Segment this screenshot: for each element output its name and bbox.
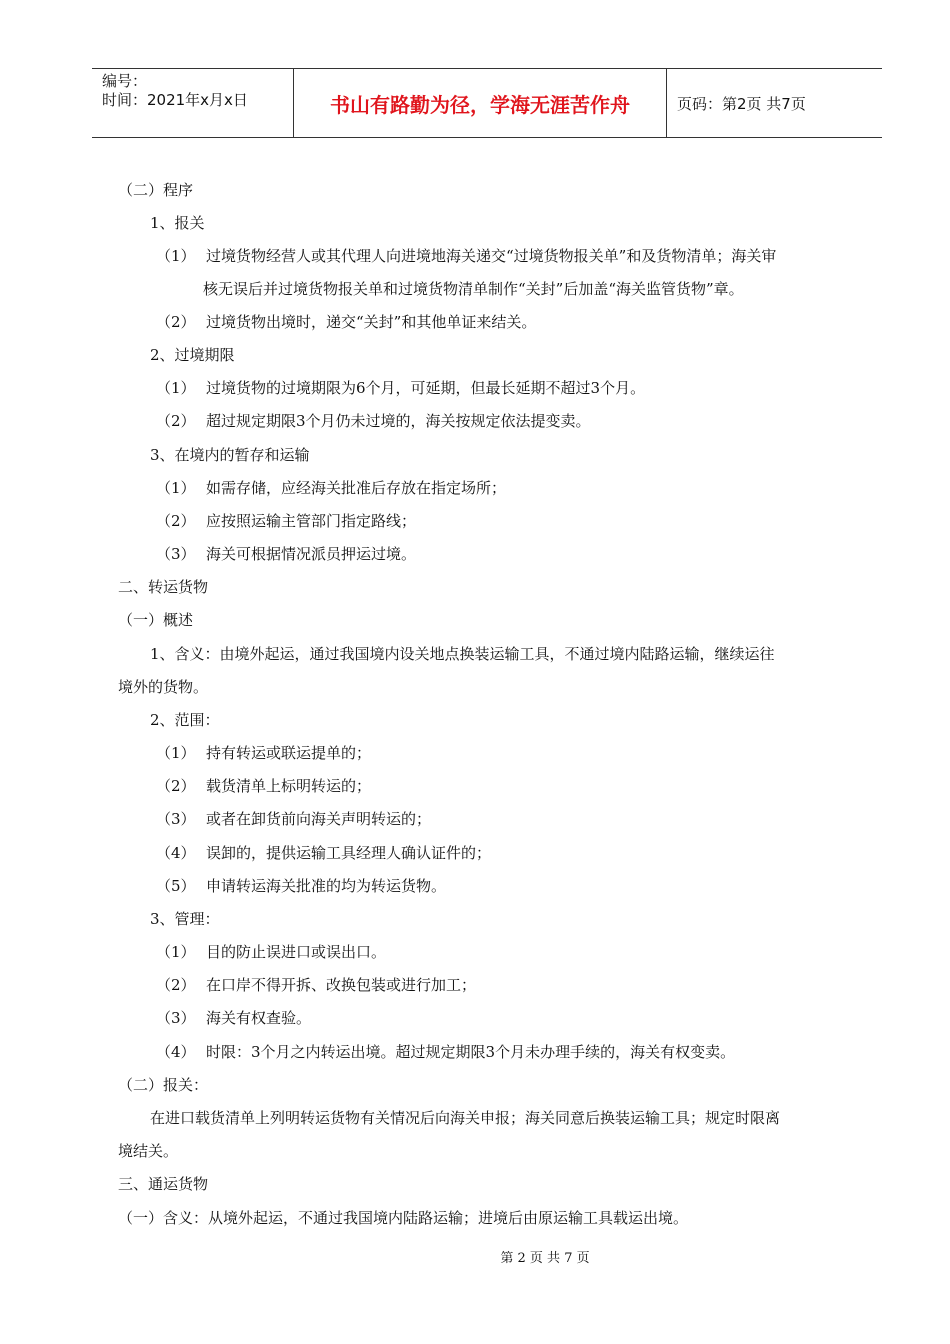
subsection-heading: 2、过境期限 bbox=[150, 346, 235, 364]
header-motto: 书山有路勤为径，学海无涯苦作舟 bbox=[293, 69, 667, 137]
document-time: 时间：2021年x月x日 bbox=[102, 91, 248, 109]
list-item-continuation: 核无误后并过境货物报关单和过境货物清单制作“关封”后加盖“海关监管货物”章。 bbox=[203, 280, 744, 298]
page-header bbox=[92, 68, 882, 138]
list-item: （1） 如需存储，应经海关批准后存放在指定场所； bbox=[156, 479, 507, 497]
list-item: （2） 载货清单上标明转运的； bbox=[156, 777, 372, 795]
subsection-heading: 1、报关 bbox=[150, 214, 205, 232]
paragraph-continuation: 境结关。 bbox=[118, 1142, 179, 1160]
list-item: （3） 海关有权查验。 bbox=[156, 1009, 312, 1027]
list-item: （3） 海关可根据情况派员押运过境。 bbox=[156, 545, 417, 563]
section-heading: （二）报关： bbox=[118, 1076, 209, 1094]
list-item: （2） 过境货物出境时，递交“关封”和其他单证来结关。 bbox=[156, 313, 537, 331]
section-heading: 三、通运货物 bbox=[118, 1175, 209, 1193]
subsection-heading: 2、范围： bbox=[150, 711, 220, 729]
list-item: （3） 或者在卸货前向海关声明转运的； bbox=[156, 810, 432, 828]
header-page-info: 页码：第2页 共7页 bbox=[677, 94, 806, 113]
list-item: （2） 在口岸不得开拆、改换包装或进行加工； bbox=[156, 976, 477, 994]
paragraph: 在进口载货清单上列明转运货物有关情况后向海关申报；海关同意后换装运输工具；规定时限离 bbox=[150, 1109, 781, 1127]
paragraph-continuation: 境外的货物。 bbox=[118, 678, 209, 696]
paragraph: 1、含义：由境外起运，通过我国境内设关地点换装运输工具，不通过境内陆路运输，继续运往 bbox=[150, 645, 775, 663]
section-heading: （二）程序 bbox=[118, 181, 194, 199]
footer-page-number: 第 2 页 共 7 页 bbox=[500, 1251, 590, 1266]
list-item: （1） 过境货物的过境期限为6个月，可延期，但最长延期不超过3个月。 bbox=[156, 379, 646, 397]
list-item: （4） 误卸的，提供运输工具经理人确认证件的； bbox=[156, 844, 492, 862]
document-number-label: 编号： bbox=[102, 72, 148, 90]
subsection-heading: 3、在境内的暂存和运输 bbox=[150, 446, 310, 464]
list-item: （1） 过境货物经营人或其代理人向进境地海关递交“过境货物报关单”和及货物清单；海关审 bbox=[156, 247, 777, 265]
section-heading: 二、转运货物 bbox=[118, 578, 209, 596]
paragraph: （一）含义：从境外起运，不通过我国境内陆路运输；进境后由原运输工具载运出境。 bbox=[118, 1209, 689, 1227]
list-item: （1） 目的防止误进口或误出口。 bbox=[156, 943, 387, 961]
list-item: （2） 应按照运输主管部门指定路线； bbox=[156, 512, 417, 530]
list-item: （4） 时限：3个月之内转运出境。超过规定期限3个月未办理手续的，海关有权变卖。 bbox=[156, 1043, 736, 1061]
header-meta bbox=[92, 69, 293, 137]
list-item: （2） 超过规定期限3个月仍未过境的，海关按规定依法提变卖。 bbox=[156, 412, 591, 430]
page-footer bbox=[0, 1247, 950, 1266]
list-item: （5） 申请转运海关批准的均为转运货物。 bbox=[156, 877, 447, 895]
list-item: （1） 持有转运或联运提单的； bbox=[156, 744, 372, 762]
subsection-heading: 3、管理： bbox=[150, 910, 220, 928]
section-heading: （一）概述 bbox=[118, 611, 194, 629]
